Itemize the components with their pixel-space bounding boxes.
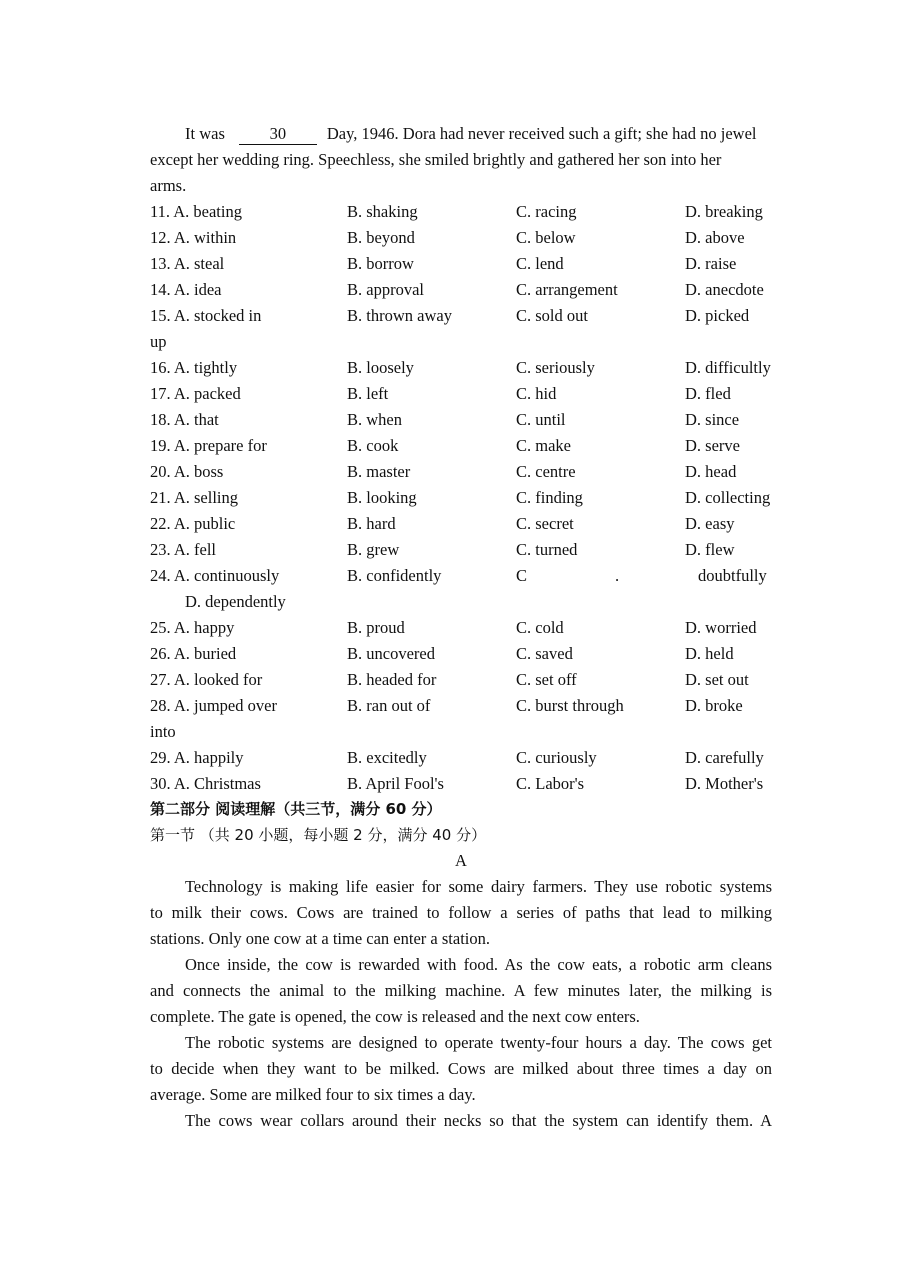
option-d: D. anecdote [685, 280, 764, 299]
cloze-line-1 [185, 121, 807, 147]
option-b: B. master [347, 462, 411, 481]
option-c2: . [615, 566, 620, 585]
option-a: 14. A. idea [150, 280, 222, 299]
option-c: C. lend [516, 254, 564, 273]
option-row [150, 225, 772, 251]
option-d: D. easy [685, 514, 735, 533]
option-a: 15. A. stocked in [150, 306, 262, 325]
option-b: B. ran out of [347, 696, 431, 715]
option-d: doubtfully [698, 566, 767, 585]
option-c: C. burst through [516, 696, 624, 715]
option-a: 16. A. tightly [150, 358, 238, 377]
option-d: D. difficultly [685, 358, 771, 377]
option-b: B. confidently [347, 566, 442, 585]
option-b: B. loosely [347, 358, 414, 377]
option-row [150, 485, 772, 511]
option-b: B. grew [347, 540, 400, 559]
option-c: C. curiously [516, 748, 597, 767]
passage-line: Technology is making life easier for some dairy farmers. They use robotic systems [185, 877, 772, 896]
option-row [150, 537, 772, 563]
option-row [150, 407, 772, 433]
option-a: 11. A. beating [150, 202, 242, 221]
option-d: D. flew [685, 540, 735, 559]
option-a: 12. A. within [150, 228, 237, 247]
option-b: B. headed for [347, 670, 437, 689]
option-a: 22. A. public [150, 514, 236, 533]
option-b: B. cook [347, 436, 399, 455]
option-c: C. until [516, 410, 566, 429]
option-row [150, 199, 772, 225]
option-wrap-line: into [150, 722, 176, 741]
passage-line: complete. The gate is opened, the cow is released and the next cow enters. [150, 1007, 640, 1026]
option-a: 24. A. continuously [150, 566, 280, 585]
option-d: D. broke [685, 696, 743, 715]
option-b: B. shaking [347, 202, 418, 221]
option-d: D. Mother's [685, 774, 764, 793]
option-d: D. fled [685, 384, 731, 403]
option-b: B. hard [347, 514, 396, 533]
option-wrap-line: up [150, 332, 167, 351]
option-c: C. hid [516, 384, 557, 403]
option-row [150, 563, 772, 589]
option-b: B. borrow [347, 254, 414, 273]
option-a: 27. A. looked for [150, 670, 263, 689]
option-c: C. cold [516, 618, 564, 637]
option-a: 30. A. Christmas [150, 774, 261, 793]
option-d: D. carefully [685, 748, 764, 767]
option-row [150, 745, 772, 771]
option-a: 19. A. prepare for [150, 436, 267, 455]
cloze-line-2: except her wedding ring. Speechless, she smiled brightly and gathered her son into her [150, 150, 722, 169]
cloze-text: Day, 1946. Dora had never received such a gift; she had no jewel [326, 124, 757, 143]
option-c: C. set off [516, 670, 577, 689]
option-row [150, 667, 772, 693]
option-a: 28. A. jumped over [150, 696, 277, 715]
subsection-title: 第一节 （共 20 小题，每小题 2 分，满分 40 分） [150, 826, 487, 844]
option-b: B. approval [347, 280, 424, 299]
option-c: C. racing [516, 202, 577, 221]
option-row [150, 615, 772, 641]
passage-line: to decide when they want to be milked. Cows are milked about three times a day on [150, 1059, 772, 1078]
option-a: 25. A. happy [150, 618, 235, 637]
passage-line: stations. Only one cow at a time can enter a station. [150, 929, 490, 948]
option-d: D. serve [685, 436, 740, 455]
option-row [150, 459, 772, 485]
option-c: C. centre [516, 462, 576, 481]
option-c: C [516, 566, 528, 585]
cloze-line-3: arms. [150, 176, 187, 195]
section-title: 第二部分 阅读理解（共三节，满分 60 分） [150, 800, 442, 818]
option-c: C. make [516, 436, 571, 455]
option-c: C. sold out [516, 306, 588, 325]
option-a: 18. A. that [150, 410, 219, 429]
option-row [150, 251, 772, 277]
option-row [150, 693, 772, 719]
passage-line: to milk their cows. Cows are trained to follow a series of paths that lead to milking [150, 903, 772, 922]
cloze-text: It was [185, 124, 225, 143]
blank-30: 30 [239, 124, 317, 145]
option-row [150, 355, 772, 381]
option-b: B. proud [347, 618, 405, 637]
option-b: B. uncovered [347, 644, 435, 663]
option-c: C. turned [516, 540, 578, 559]
option-d: D. head [685, 462, 737, 481]
passage-line: average. Some are milked four to six times a day. [150, 1085, 476, 1104]
option-row [150, 433, 772, 459]
option-row [150, 277, 772, 303]
option-b: B. thrown away [347, 306, 452, 325]
option-d: D. picked [685, 306, 750, 325]
option-d: D. since [685, 410, 740, 429]
option-d: D. set out [685, 670, 749, 689]
passage-line: Once inside, the cow is rewarded with food. As the cow eats, a robotic arm cleans [185, 955, 772, 974]
option-a: 21. A. selling [150, 488, 239, 507]
option-d: D. raise [685, 254, 737, 273]
passage-line: The cows wear collars around their necks so that the system can identify them. A [185, 1111, 772, 1130]
option-c: C. below [516, 228, 576, 247]
passage-line: and connects the animal to the milking machine. A few minutes later, the milking is [150, 981, 772, 1000]
option-b: B. April Fool's [347, 774, 444, 793]
option-d: D. worried [685, 618, 757, 637]
option-a: 29. A. happily [150, 748, 244, 767]
option-d: D. breaking [685, 202, 763, 221]
option-d: D. held [685, 644, 734, 663]
option-row [150, 511, 772, 537]
option-b: B. when [347, 410, 402, 429]
option-a: 17. A. packed [150, 384, 241, 403]
option-c: C. saved [516, 644, 573, 663]
option-a: 13. A. steal [150, 254, 225, 273]
option-b: B. beyond [347, 228, 415, 247]
option-a: 23. A. fell [150, 540, 216, 559]
option-c: C. secret [516, 514, 574, 533]
option-row [150, 771, 772, 797]
option-row [150, 303, 772, 329]
option-a: 20. A. boss [150, 462, 224, 481]
option-d: D. collecting [685, 488, 771, 507]
option-row [150, 381, 772, 407]
option-d: D. above [685, 228, 745, 247]
option-b: B. left [347, 384, 389, 403]
passage-line: The robotic systems are designed to operate twenty-four hours a day. The cows get [185, 1033, 772, 1052]
option-b: B. excitedly [347, 748, 427, 767]
option-a: 26. A. buried [150, 644, 237, 663]
option-row [150, 641, 772, 667]
option-b: B. looking [347, 488, 417, 507]
option-c: C. finding [516, 488, 583, 507]
option-wrap-line: D. dependently [185, 592, 286, 611]
passage-label: A [455, 851, 467, 870]
option-c: C. seriously [516, 358, 595, 377]
option-c: C. Labor's [516, 774, 585, 793]
option-c: C. arrangement [516, 280, 618, 299]
